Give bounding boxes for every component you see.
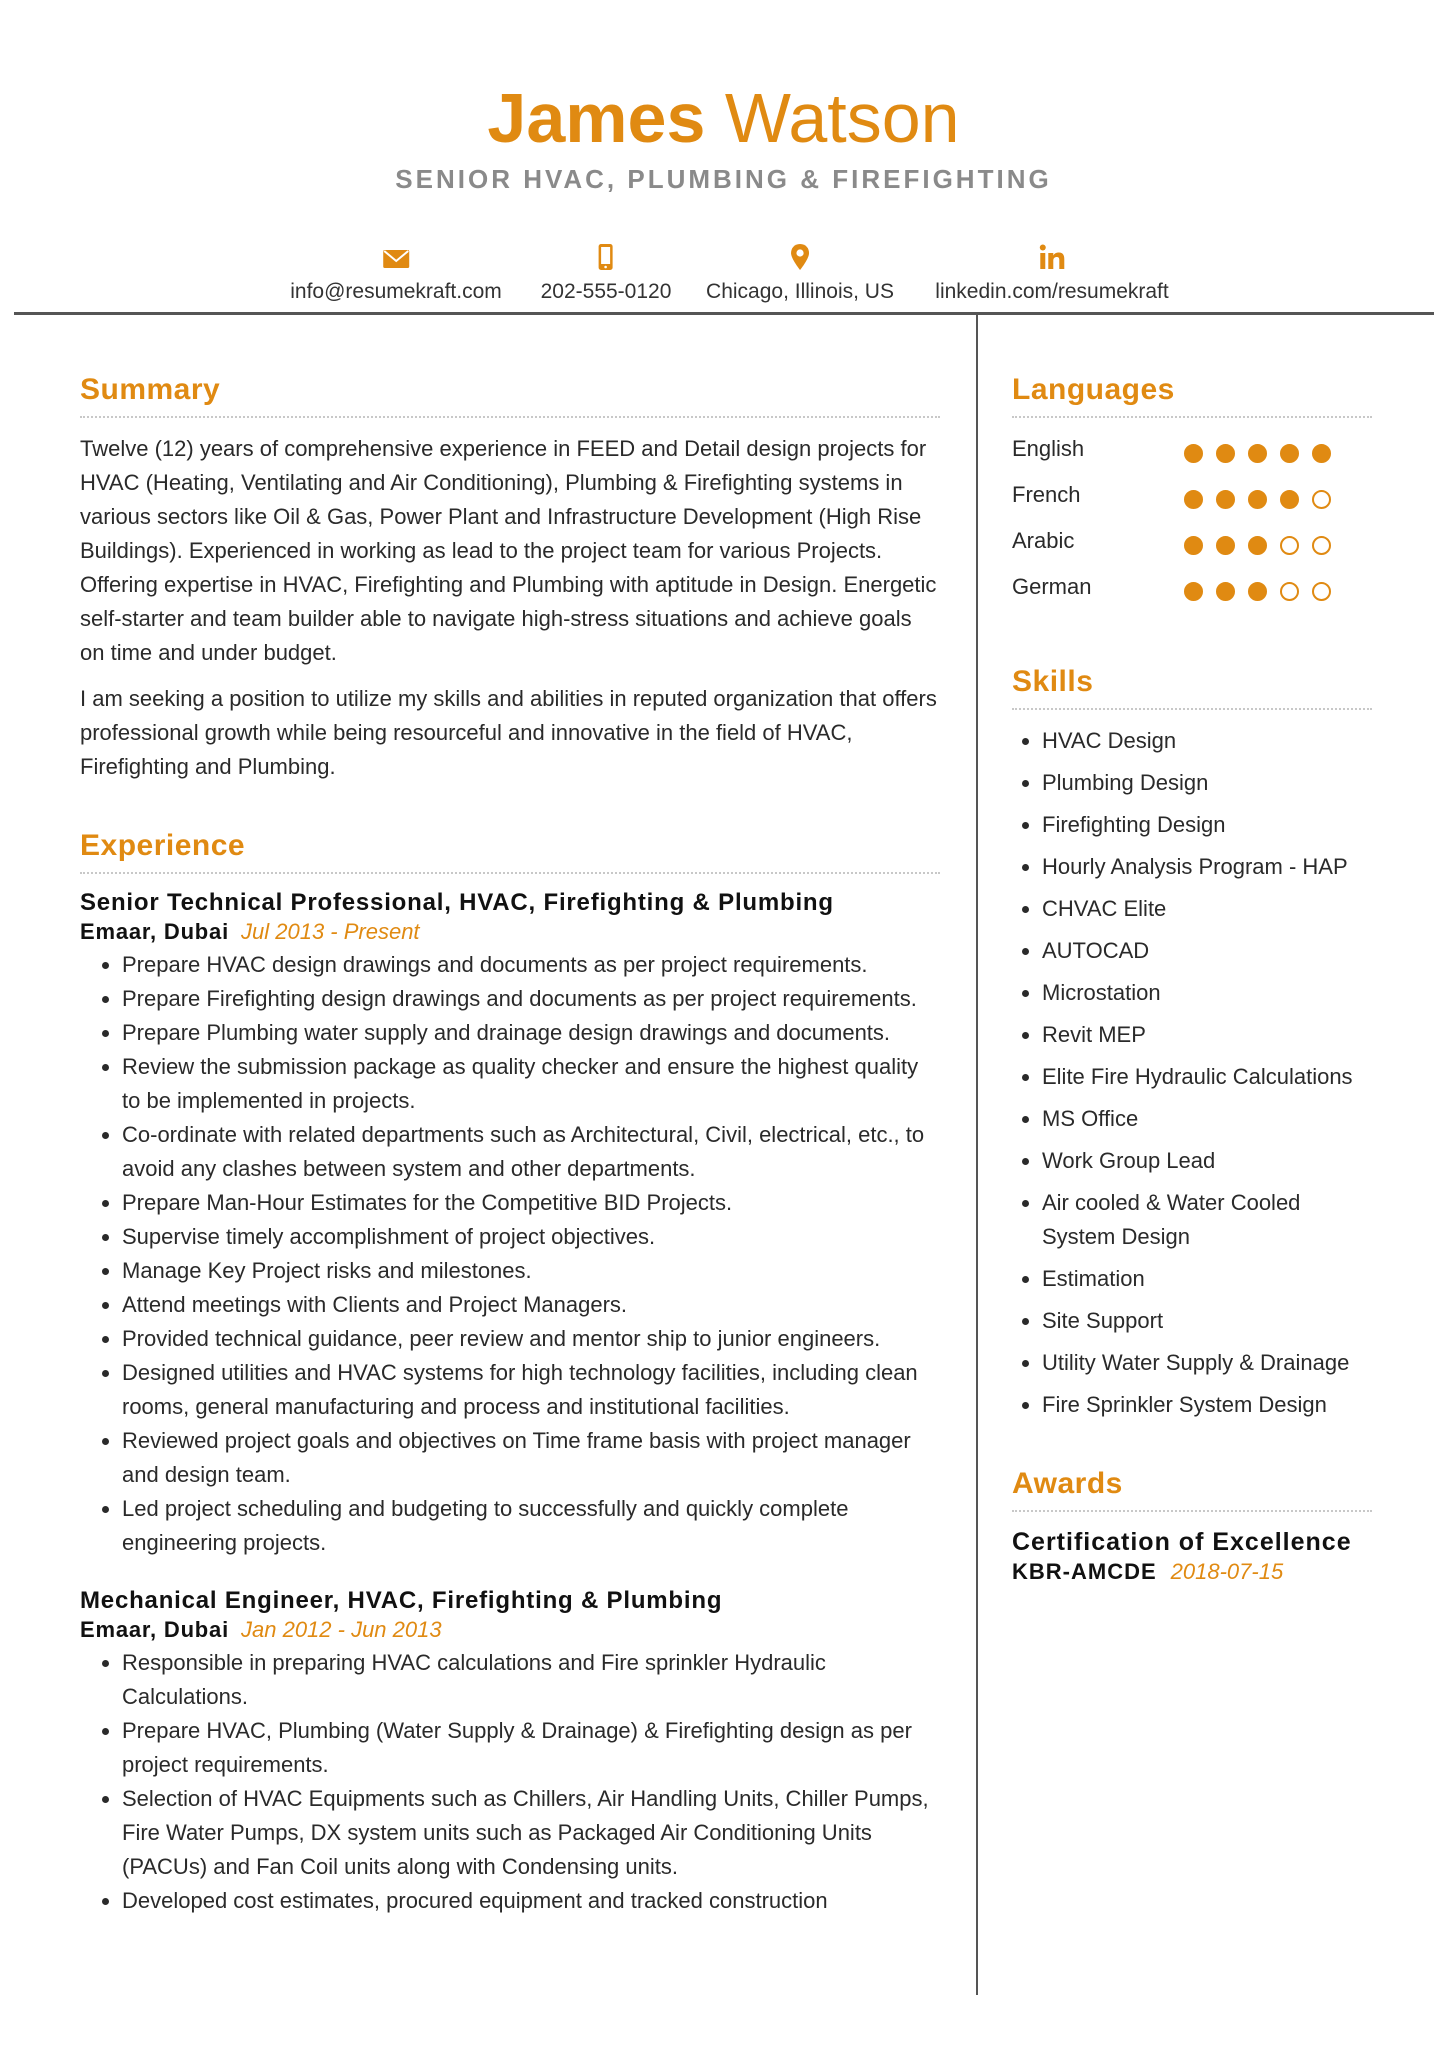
filled-dot-icon (1248, 490, 1267, 509)
phone-text: 202-555-0120 (540, 280, 672, 303)
list-item: • Selection of HVAC Equipments such as Chillers, Air Handling Units, Chiller Pumps, Fire Water Pumps, DX system units such as Packaged Air Conditioning Units (PACUs) and Fan Coil units along with Condensing units. (122, 1782, 940, 1884)
award-entry (1012, 1526, 1372, 1586)
location-pin-icon (706, 242, 894, 272)
skill-item: • Site Support (1042, 1304, 1372, 1338)
first-name: James (487, 79, 706, 157)
job-entry (80, 1586, 940, 1918)
skill-item: • Firefighting Design (1042, 808, 1372, 842)
award-title: Certification of Excellence (1012, 1528, 1352, 1556)
languages-section (1012, 370, 1372, 616)
job-list (80, 888, 940, 1918)
language-name: French (1012, 482, 1081, 507)
list-item: • Responsible in preparing HVAC calculations and Fire sprinkler Hydraulic Calculations. (122, 1646, 940, 1714)
proficiency-rating (1184, 582, 1331, 601)
experience-heading: Experience (80, 829, 246, 862)
awards-section (1012, 1464, 1372, 1586)
skill-item: • Utility Water Supply & Drainage (1042, 1346, 1372, 1380)
proficiency-rating (1184, 536, 1331, 555)
filled-dot-icon (1216, 490, 1235, 509)
job-meta (80, 918, 940, 946)
company-name: Emaar, Dubai (80, 919, 229, 944)
filled-dot-icon (1184, 444, 1203, 463)
summary-section (80, 370, 940, 784)
language-row (1012, 524, 1372, 570)
list-item: • Prepare Man-Hour Estimates for the Competitive BID Projects. (122, 1186, 940, 1220)
company-name: Emaar, Dubai (80, 1617, 229, 1642)
skill-item: • AUTOCAD (1042, 934, 1372, 968)
skill-item: • MS Office (1042, 1102, 1372, 1136)
filled-dot-icon (1184, 536, 1203, 555)
summary-paragraph: I am seeking a position to utilize my skills and abilities in reputed organization that offers professional growth while being resourceful and innovative in the field of HVAC, Firefighting and Plumbing. (80, 686, 937, 779)
filled-dot-icon (1280, 490, 1299, 509)
skill-item: • Microstation (1042, 976, 1372, 1010)
header-divider (14, 312, 1434, 315)
award-list (1012, 1526, 1372, 1586)
section-divider (1012, 708, 1372, 710)
list-item: • Prepare HVAC design drawings and documents as per project requirements. (122, 948, 940, 982)
list-item: • Reviewed project goals and objectives on Time frame basis with project manager and design team. (122, 1424, 940, 1492)
section-divider (1012, 416, 1372, 418)
skill-item: • HVAC Design (1042, 724, 1372, 758)
skill-item: • Fire Sprinkler System Design (1042, 1388, 1372, 1422)
list-item: • Prepare Firefighting design drawings and documents as per project requirements. (122, 982, 940, 1016)
list-item: • Supervise timely accomplishment of project objectives. (122, 1220, 940, 1254)
languages-heading: Languages (1012, 373, 1175, 406)
proficiency-rating (1184, 490, 1331, 509)
side-column (1012, 370, 1372, 1586)
filled-dot-icon (1248, 444, 1267, 463)
summary-paragraph: Twelve (12) years of comprehensive experience in FEED and Detail design projects for HVAC (Heating, Ventilating and Air Conditioning), Plumbing & Firefighting systems in various sectors like Oil & Gas, Power Plant and Infrastructure Development (High Rise Buildings). Experienced in working as lead to the project team for various Projects. Offering expertise in HVAC, Firefighting and Plumbing with aptitude in Design. Energetic self-starter and team builder able to navigate high-stress situations and achieve goals on time and under budget. (80, 436, 937, 665)
award-meta (1012, 1558, 1372, 1586)
empty-dot-icon (1312, 582, 1331, 601)
job-entry (80, 888, 940, 1560)
job-title-headline: SENIOR HVAC, PLUMBING & FIREFIGHTING (395, 164, 1052, 194)
list-item: • Designed utilities and HVAC systems for high technology facilities, including clean rooms, general manufacturing and process and institutional facilities. (122, 1356, 940, 1424)
list-item: • Co-ordinate with related departments such as Architectural, Civil, electrical, etc., to avoid any clashes between system and other departments. (122, 1118, 940, 1186)
location-text: Chicago, Illinois, US (706, 280, 894, 303)
experience-section (80, 826, 940, 1918)
job-dates: Jul 2013 - Present (241, 919, 420, 944)
list-item: • Led project scheduling and budgeting to successfully and quickly complete engineering projects. (122, 1492, 940, 1560)
filled-dot-icon (1184, 490, 1203, 509)
section-divider (80, 872, 940, 874)
filled-dot-icon (1216, 536, 1235, 555)
filled-dot-icon (1216, 582, 1235, 601)
list-item: • Prepare HVAC, Plumbing (Water Supply & Drainage) & Firefighting design as per project requirements. (122, 1714, 940, 1782)
phone-icon (541, 242, 672, 272)
proficiency-rating (1184, 444, 1331, 463)
linkedin-icon (935, 242, 1168, 272)
job-dates: Jan 2012 - Jun 2013 (241, 1617, 442, 1642)
language-row (1012, 432, 1372, 478)
linkedin-text: linkedin.com/resumekraft (935, 280, 1169, 303)
filled-dot-icon (1280, 444, 1299, 463)
column-divider (976, 315, 978, 1995)
skill-item: • Hourly Analysis Program - HAP (1042, 850, 1372, 884)
skill-item: • Plumbing Design (1042, 766, 1372, 800)
skill-item: • Revit MEP (1042, 1018, 1372, 1052)
language-name: English (1012, 436, 1085, 461)
list-item: • Prepare Plumbing water supply and drainage design drawings and documents. (122, 1016, 940, 1050)
filled-dot-icon (1248, 582, 1267, 601)
skill-item: • CHVAC Elite (1042, 892, 1372, 926)
list-item: • Attend meetings with Clients and Project Managers. (122, 1288, 940, 1322)
contact-linkedin[interactable] (935, 242, 1168, 304)
language-row (1012, 478, 1372, 524)
skill-item: • Work Group Lead (1042, 1144, 1372, 1178)
job-meta (80, 1616, 940, 1644)
empty-dot-icon (1280, 582, 1299, 601)
job-bullets (80, 948, 940, 1560)
empty-dot-icon (1312, 536, 1331, 555)
skills-section (1012, 662, 1372, 1422)
section-divider (1012, 1510, 1372, 1512)
filled-dot-icon (1216, 444, 1235, 463)
language-list (1012, 432, 1372, 616)
award-org: KBR-AMCDE (1012, 1559, 1157, 1584)
section-divider (80, 416, 940, 418)
language-row (1012, 570, 1372, 616)
language-name: Arabic (1012, 528, 1075, 553)
awards-heading: Awards (1012, 1467, 1123, 1500)
list-item: • Manage Key Project risks and milestones. (122, 1254, 940, 1288)
filled-dot-icon (1184, 582, 1203, 601)
empty-dot-icon (1312, 490, 1331, 509)
award-date: 2018-07-15 (1170, 1559, 1284, 1584)
skill-list (1012, 724, 1372, 1422)
main-column (80, 370, 940, 1918)
job-bullets (80, 1646, 940, 1918)
job-title: Mechanical Engineer, HVAC, Firefighting & Plumbing (80, 1587, 723, 1614)
filled-dot-icon (1312, 444, 1331, 463)
list-item: • Review the submission package as quality checker and ensure the highest quality to be implemented in projects. (122, 1050, 940, 1118)
filled-dot-icon (1248, 536, 1267, 555)
skill-item: • Elite Fire Hydraulic Calculations (1042, 1060, 1372, 1094)
candidate-name (0, 78, 1447, 158)
summary-heading: Summary (80, 373, 221, 406)
list-item: • Provided technical guidance, peer review and mentor ship to junior engineers. (122, 1322, 940, 1356)
resume-header (0, 0, 1447, 315)
contact-location (706, 242, 894, 304)
language-name: German (1012, 574, 1092, 599)
contact-email[interactable] (290, 242, 502, 304)
empty-dot-icon (1280, 536, 1299, 555)
skill-item: • Estimation (1042, 1262, 1372, 1296)
envelope-icon (290, 242, 502, 272)
last-name: Watson (724, 79, 960, 157)
job-title: Senior Technical Professional, HVAC, Firefighting & Plumbing (80, 889, 834, 916)
contact-phone[interactable] (541, 242, 672, 304)
list-item: • Developed cost estimates, procured equipment and tracked construction (122, 1884, 940, 1918)
skill-item: • Air cooled & Water Cooled System Design (1042, 1186, 1372, 1254)
skills-heading: Skills (1012, 665, 1094, 698)
email-text: info@resumekraft.com (290, 280, 502, 303)
